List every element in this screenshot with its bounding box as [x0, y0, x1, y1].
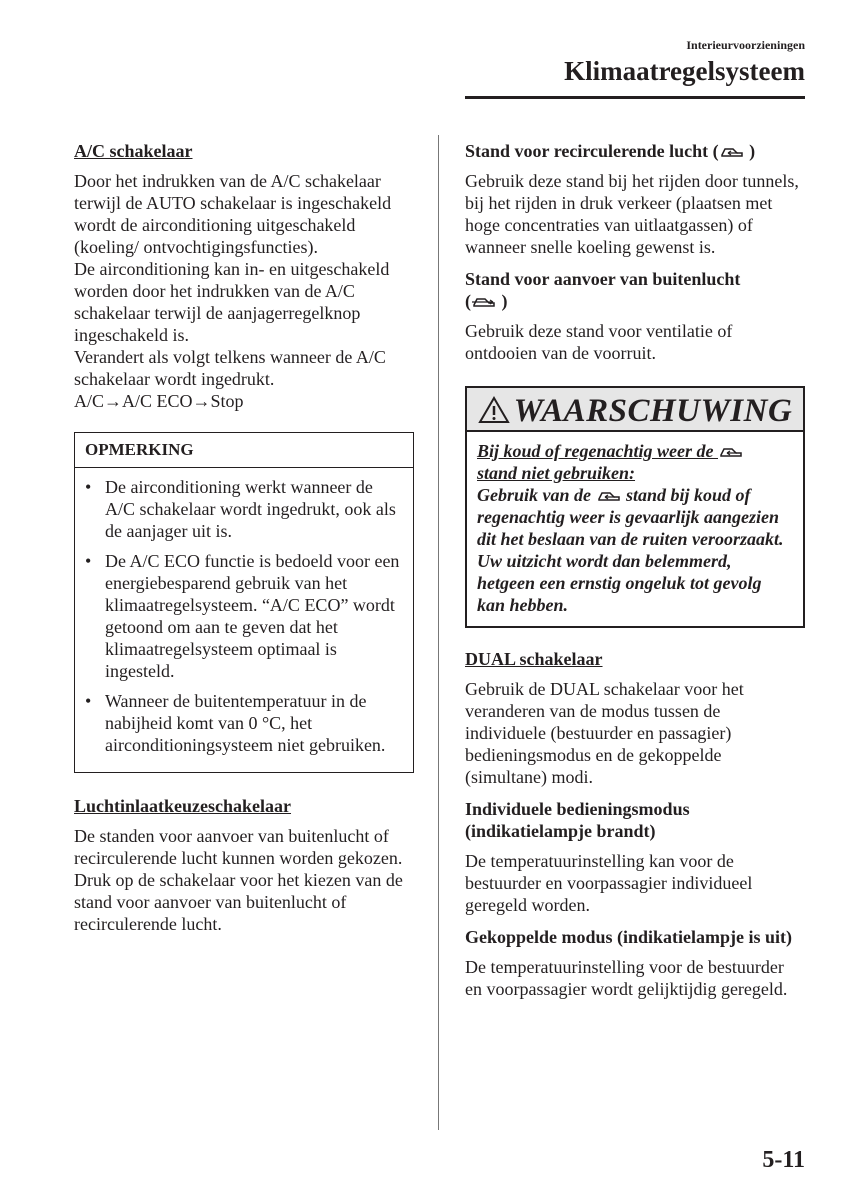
warning-title: WAARSCHUWING: [467, 388, 803, 432]
note-item: • De airconditioning werkt wanneer de A/C schakelaar wordt ingedrukt, ook als de aanjager uit is.: [105, 476, 403, 542]
paragraph: Door het indrukken van de A/C schakelaar terwijl de AUTO schakelaar is ingeschakeld wordt de airconditioning uitgeschakeld (koeling/ ontvochtigingsfuncties). De airconditioning kan in- en uitgeschakeld worden door het indrukken van de A/C schakelaar terwijl de aanjagerregelknop ingeschakeld is. Verandert als volgt telkens wanneer de A/C schakelaar wordt ingedrukt. A/C→A/C ECO→Stop: [74, 171, 392, 411]
paragraph: Gebruik de DUAL schakelaar voor het veranderen van de modus tussen de individuele (bestuurder en passagier) bedieningsmodus en de gekoppelde (simultane) modi.: [465, 679, 744, 787]
page-title: Klimaatregelsysteem: [564, 56, 805, 86]
paragraph: Gebruik deze stand voor ventilatie of ontdooien van de voorruit.: [465, 321, 733, 363]
paragraph: De temperatuurinstelling kan voor de bestuurder en voorpassagier individueel geregeld worden.: [465, 851, 753, 915]
recirculate-car-icon: [719, 144, 745, 160]
recirculate-car-icon: [596, 488, 622, 504]
recirc-heading: Stand voor recirculerende lucht ( ): [465, 141, 756, 161]
fresh-air-car-icon: [471, 294, 497, 310]
header-rule: [465, 96, 805, 99]
recirculate-car-icon: [718, 444, 744, 460]
intake-heading: Luchtinlaatkeuzeschakelaar: [74, 796, 292, 816]
section-label: Interieurvoorzieningen: [686, 38, 805, 52]
note-title: OPMERKING: [75, 433, 413, 468]
note-item: • De A/C ECO functie is bedoeld voor een energiebesparend gebruik van het klimaatregelsysteem. “A/C ECO” wordt getoond om aan te geven dat het klimaatregelsysteem optimaal is ingesteld.: [105, 550, 403, 682]
note-box: [74, 432, 414, 773]
paragraph: De temperatuurinstelling voor de bestuurder en voorpassagier wordt gelijktijdig geregeld.: [465, 957, 788, 999]
dual-switch-heading: DUAL schakelaar: [465, 649, 603, 669]
column-divider: [438, 135, 439, 1130]
ac-switch-heading: A/C schakelaar: [74, 141, 193, 161]
left-column: [74, 140, 414, 945]
warning-triangle-icon: [478, 396, 510, 424]
right-column: [465, 140, 805, 1010]
linked-mode-heading: Gekoppelde modus (indikatielampje is uit): [465, 927, 793, 947]
paragraph: Gebruik deze stand bij het rijden door tunnels, bij het rijden in druk verkeer (plaatsen met hoge concentraties van uitlaatgassen) of wanneer snelle koeling gewenst is.: [465, 171, 799, 257]
paragraph: De standen voor aanvoer van buitenlucht of recirculerende lucht kunnen worden gekozen. Druk op de schakelaar voor het kiezen van de stand voor aanvoer van buitenlucht of recirculerende lucht.: [74, 826, 403, 934]
note-item: • Wanneer de buitentemperatuur in de nabijheid komt van 0 °C, het airconditioningsysteem niet gebruiken.: [105, 690, 403, 756]
warning-body: Bij koud of regenachtig weer de stand niet gebruiken: Gebruik van de stand bij koud of regenachtig weer is gevaarlijk aangezien dit het beslaan van de ruiten veroorzaakt. Uw uitzicht wordt dan belemmerd, hetgeen een ernstig ongeluk tot gevolg kan hebben.: [477, 441, 784, 615]
individual-mode-heading: Individuele bedieningsmodus (indikatielampje brandt): [465, 799, 690, 841]
warning-box: [465, 386, 805, 628]
fresh-air-heading: Stand voor aanvoer van buitenlucht ( ): [465, 269, 741, 311]
page-number: 5-11: [762, 1147, 805, 1173]
